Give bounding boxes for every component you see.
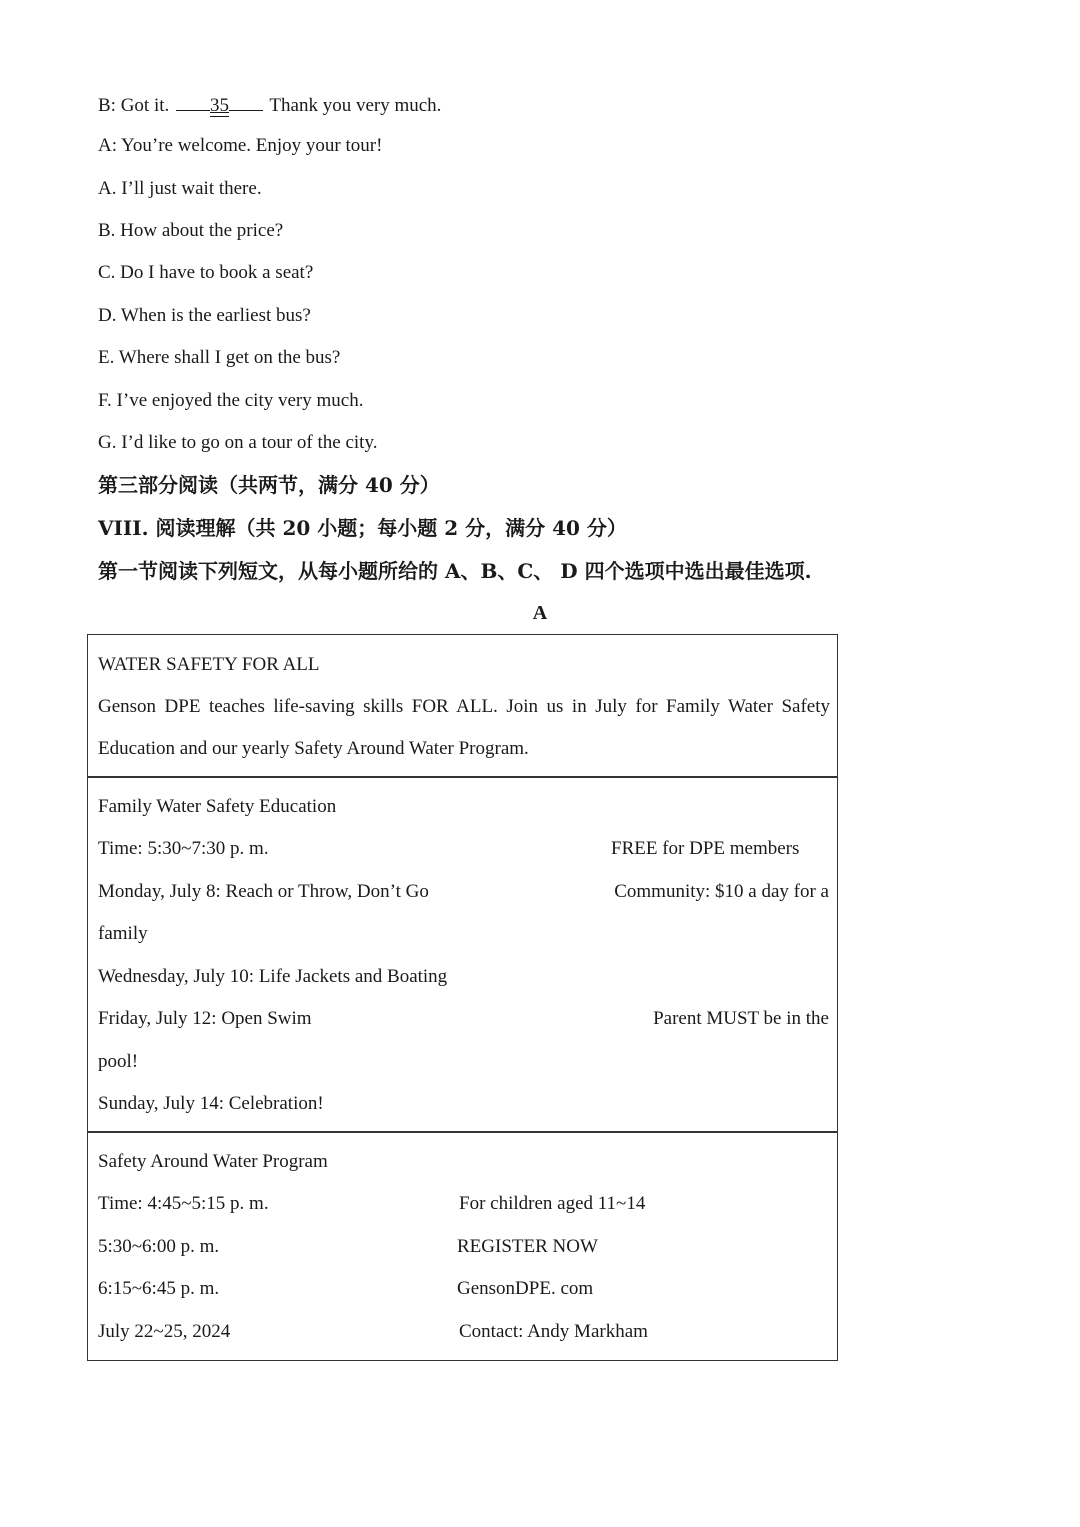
option-f: F. I’ve enjoyed the city very much.	[98, 390, 364, 411]
answer-blank	[174, 92, 265, 118]
option-e: E. Where shall I get on the bus?	[98, 347, 341, 368]
option-b: B. How about the price?	[98, 220, 284, 241]
program-register: REGISTER NOW	[457, 1236, 598, 1257]
family-wednesday: Wednesday, July 10: Life Jackets and Boating	[98, 966, 448, 987]
program-dates: July 22~25, 2024	[98, 1321, 231, 1342]
program-contact: Contact: Andy Markham	[459, 1321, 648, 1342]
family-pool: pool!	[98, 1051, 139, 1072]
option-c: C. Do I have to book a seat?	[98, 262, 314, 283]
notice-intro-line1: Genson DPE teaches life-saving skills FOR ALL. Join us in July for Family Water Safety	[98, 696, 830, 717]
dialogue-b-prefix: B: Got it.	[98, 95, 175, 116]
program-box	[87, 1131, 838, 1361]
family-word: family	[98, 923, 148, 944]
program-time3: 6:15~6:45 p. m.	[98, 1278, 220, 1299]
family-parent-note: Parent MUST be in the	[653, 1008, 829, 1029]
option-d: D. When is the earliest bus?	[98, 305, 311, 326]
program-title: Safety Around Water Program	[98, 1151, 328, 1172]
family-community-price: Community: $10 a day for a	[614, 881, 829, 902]
section1-instruction: 第一节阅读下列短文，从每小题所给的 A、B、C、 D 四个选项中选出最佳选项.	[98, 559, 812, 583]
program-ages: For children aged 11~14	[459, 1193, 646, 1214]
dialogue-line-a: A: You’re welcome. Enjoy your tour!	[98, 135, 383, 156]
notice-intro-line2: Education and our yearly Safety Around Water Program.	[98, 738, 529, 759]
family-title: Family Water Safety Education	[98, 796, 337, 817]
program-time2: 5:30~6:00 p. m.	[98, 1236, 220, 1257]
family-monday: Monday, July 8: Reach or Throw, Don’t Go	[98, 881, 429, 902]
family-friday: Friday, July 12: Open Swim	[98, 1008, 312, 1029]
section8-heading: VIII. 阅读理解（共 20 小题；每小题 2 分，满分 40 分）	[98, 516, 627, 540]
option-g: G. I’d like to go on a tour of the city.	[98, 432, 378, 453]
part3-heading: 第三部分阅读（共两节，满分 40 分）	[98, 473, 440, 497]
program-website: GensonDPE. com	[457, 1278, 594, 1299]
notice-title: WATER SAFETY FOR ALL	[98, 654, 320, 675]
dialogue-b-suffix: Thank you very much.	[265, 95, 442, 116]
family-sunday: Sunday, July 14: Celebration!	[98, 1093, 324, 1114]
family-safety-box	[87, 776, 838, 1133]
passage-label: A	[532, 602, 548, 624]
notice-intro-box	[87, 634, 838, 778]
family-time: Time: 5:30~7:30 p. m.	[98, 838, 269, 859]
program-time1: Time: 4:45~5:15 p. m.	[98, 1193, 269, 1214]
option-a: A. I’ll just wait there.	[98, 178, 262, 199]
dialogue-line-b	[98, 92, 441, 118]
family-free: FREE for DPE members	[611, 838, 800, 859]
blank-number: 35	[210, 95, 230, 116]
